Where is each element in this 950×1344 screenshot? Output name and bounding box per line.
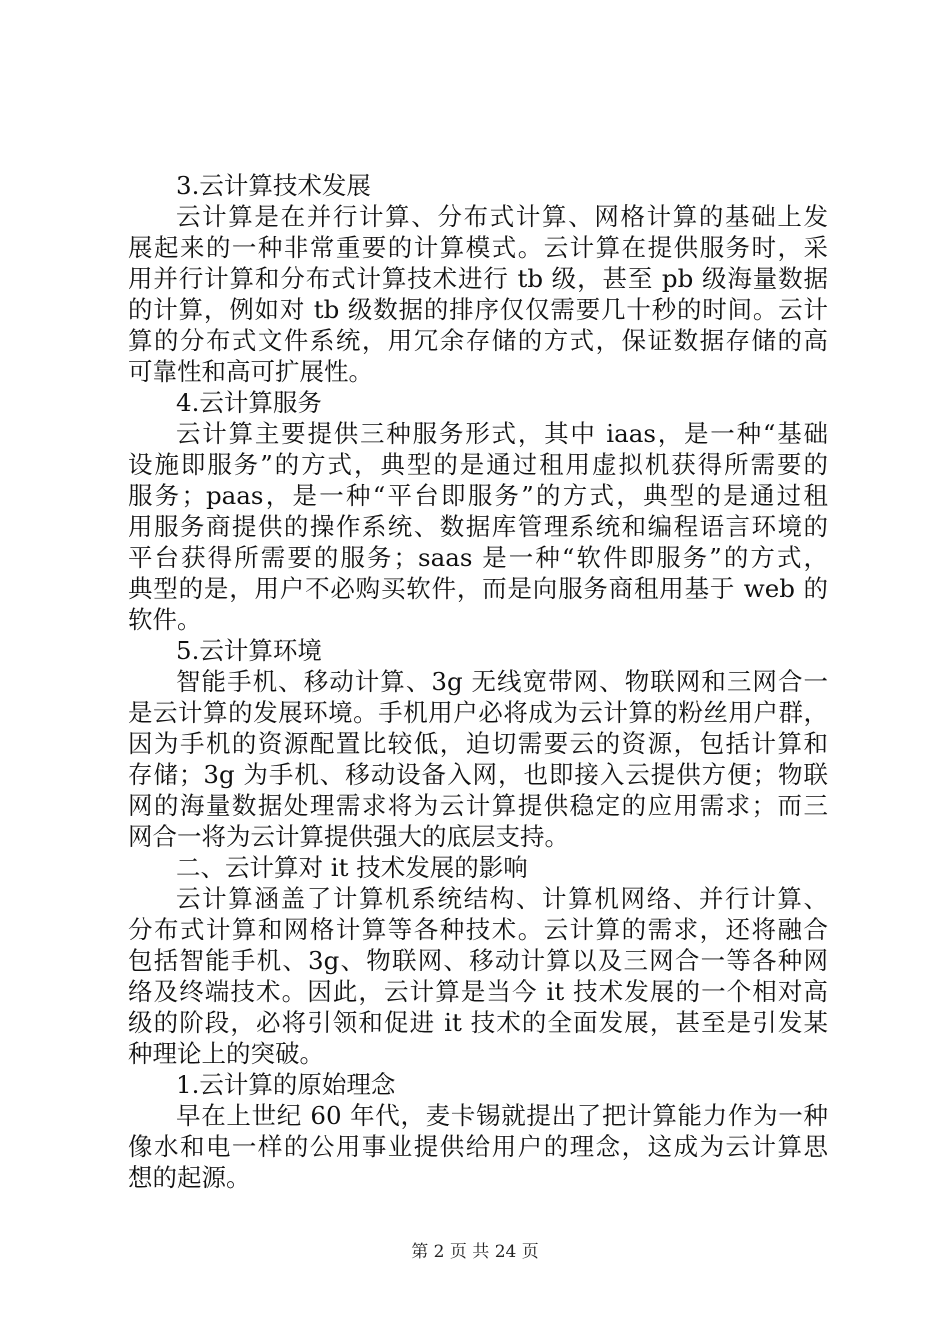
page-footer: 第 2 页 共 24 页 [411,1242,539,1262]
paragraph-line: 网的海量数据处理需求将为云计算提供稳定的应用需求；而三 [128,791,828,820]
paragraph-line: 分布式计算和网格计算等各种技术。云计算的需求，还将融合 [128,915,828,944]
paragraph-line: 展起来的一种非常重要的计算模式。云计算在提供服务时，采 [128,233,828,262]
paragraph-line: 典型的是，用户不必购买软件，而是向服务商租用基于 web 的 [128,574,828,603]
paragraph-line: 种理论上的突破。 [128,1039,324,1068]
paragraph-line: 云计算主要提供三种服务形式，其中 iaas，是一种“基础 [176,419,828,448]
paragraph-line: 存储；3g 为手机、移动设备入网，也即接入云提供方便；物联 [128,760,828,789]
paragraph-line: 是云计算的发展环境。手机用户必将成为云计算的粉丝用户群， [128,698,828,727]
paragraph-line: 智能手机、移动计算、3g 无线宽带网、物联网和三网合一 [176,667,828,696]
paragraph-line: 设施即服务”的方式，典型的是通过租用虚拟机获得所需要的 [128,450,828,479]
paragraph-line: 云计算涵盖了计算机系统结构、计算机网络、并行计算、 [176,884,828,913]
paragraph-line: 因为手机的资源配置比较低，迫切需要云的资源，包括计算和 [128,729,828,758]
paragraph-line: 算的分布式文件系统，用冗余存储的方式，保证数据存储的高 [128,326,828,355]
paragraph-line: 早在上世纪 60 年代，麦卡锡就提出了把计算能力作为一种 [176,1101,828,1130]
paragraph-line: 软件。 [128,605,202,634]
paragraph-line: 平台获得所需要的服务；saas 是一种“软件即服务”的方式， [128,543,828,572]
section-heading: 5.云计算环境 [176,636,322,665]
paragraph-line: 用并行计算和分布式计算技术进行 tb 级，甚至 pb 级海量数据 [128,264,828,293]
paragraph-line: 像水和电一样的公用事业提供给用户的理念，这成为云计算思 [128,1132,828,1161]
section-heading: 4.云计算服务 [176,388,322,417]
section-heading: 二、云计算对 it 技术发展的影响 [176,853,528,882]
paragraph-line: 想的起源。 [128,1163,251,1192]
section-heading: 3.云计算技术发展 [176,171,371,200]
paragraph-line: 云计算是在并行计算、分布式计算、网格计算的基础上发 [176,202,828,231]
paragraph-line: 的计算，例如对 tb 级数据的排序仅仅需要几十秒的时间。云计 [128,295,828,324]
paragraph-line: 服务；paas，是一种“平台即服务”的方式，典型的是通过租 [128,481,828,510]
paragraph-line: 用服务商提供的操作系统、数据库管理系统和编程语言环境的 [128,512,828,541]
paragraph-line: 可靠性和高可扩展性。 [128,357,373,386]
paragraph-line: 网合一将为云计算提供强大的底层支持。 [128,822,569,851]
section-heading: 1.云计算的原始理念 [176,1070,396,1099]
paragraph-line: 级的阶段，必将引领和促进 it 技术的全面发展，甚至是引发某 [128,1008,828,1037]
paragraph-line: 包括智能手机、3g、物联网、移动计算以及三网合一等各种网 [128,946,828,975]
paragraph-line: 络及终端技术。因此，云计算是当今 it 技术发展的一个相对高 [128,977,828,1006]
body-text [128,170,828,1193]
